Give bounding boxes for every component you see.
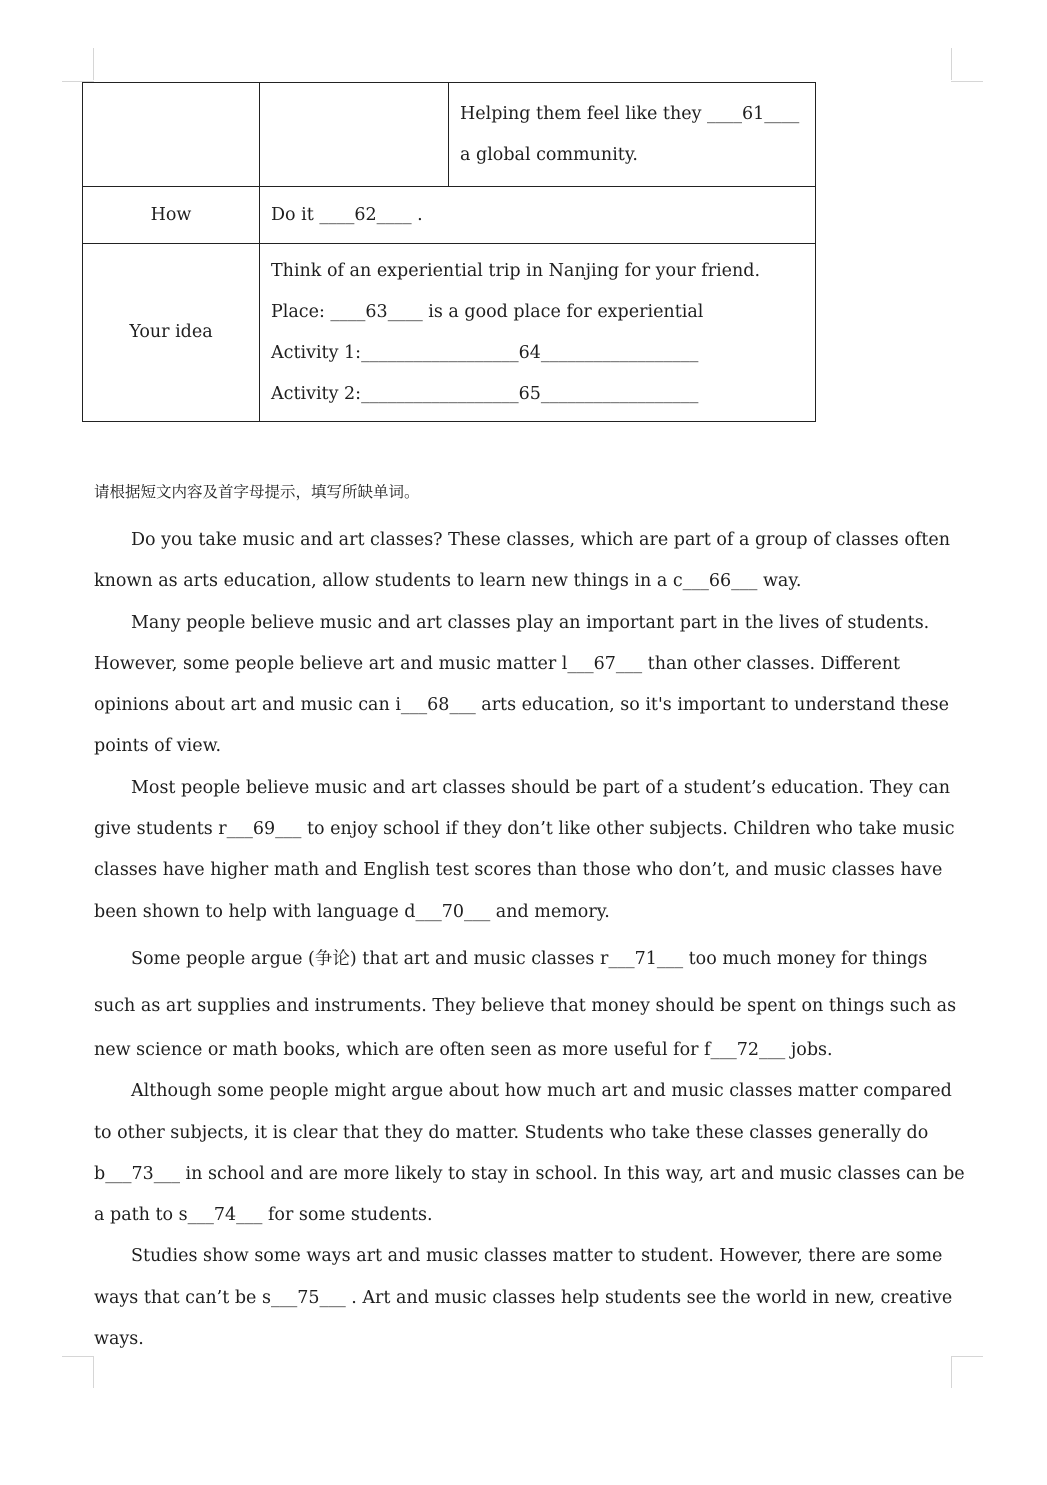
passage-line: a path to s___74___ for some students. xyxy=(94,1205,433,1226)
cell-line: Helping them feel like they ____61____ xyxy=(460,103,800,124)
cell-line: Place: ____63____ is a good place for experiential xyxy=(271,301,704,322)
passage-line: However, some people believe art and music matter l___67___ than other classes. Different xyxy=(94,653,901,674)
reading-passage xyxy=(94,520,964,1360)
passage-line: opinions about art and music can i___68___ arts education, so it's important to understand these xyxy=(94,695,950,716)
table-cell-benefit xyxy=(449,83,816,187)
table-row xyxy=(83,187,816,244)
cell-line: Think of an experiential trip in Nanjing for your friend. xyxy=(271,260,761,281)
instruction-text: 请根据短文内容及首字母提示，填写所缺单词。 xyxy=(94,483,420,501)
passage-line: Most people believe music and art classes should be part of a student’s education. They can xyxy=(131,777,950,798)
worksheet-table xyxy=(82,82,816,422)
passage-line: to other subjects, it is clear that they do matter. Students who take these classes generally do xyxy=(94,1122,929,1143)
passage-line: ways that can’t be s___75___ . Art and music classes help students see the world in new, creative xyxy=(94,1287,953,1308)
passage-line: Studies show some ways art and music classes matter to student. However, there are some xyxy=(131,1246,943,1267)
table-cell-empty xyxy=(260,83,449,187)
row-label-your-idea: Your idea xyxy=(83,244,260,422)
passage-line: classes have higher math and English test scores than those who don’t, and music classes have xyxy=(94,860,943,881)
passage-line: Do you take music and art classes? These classes, which are part of a group of classes often xyxy=(131,530,951,550)
passage-line: been shown to help with language d___70___ and memory. xyxy=(94,901,610,922)
table-row xyxy=(83,83,816,187)
table-cell-how: Do it ____62____ . xyxy=(260,187,816,244)
passage-line: ways. xyxy=(94,1329,144,1350)
passage-line: points of view. xyxy=(94,736,222,757)
passage-line: known as arts education, allow students to learn new things in a c___66___ way. xyxy=(94,571,802,592)
cell-line: a global community. xyxy=(460,144,638,165)
row-label-how: How xyxy=(83,187,260,244)
passage-line: b___73___ in school and are more likely to stay in school. In this way, art and music classes can be xyxy=(94,1163,965,1184)
table-cell-your-idea xyxy=(260,244,816,422)
table-row xyxy=(83,244,816,422)
passage-line: such as art supplies and instruments. They believe that money should be spent on things such as xyxy=(94,995,957,1016)
passage-line: Although some people might argue about how much art and music classes matter compared xyxy=(131,1081,952,1102)
passage-line: new science or math books, which are often seen as more useful for f___72___ jobs. xyxy=(94,1039,833,1060)
cell-line: Activity 1:__________________64__________________ xyxy=(271,342,699,363)
cell-line: Activity 2:__________________65__________________ xyxy=(271,383,699,404)
passage-line: Some people argue (争论) that art and music classes r___71___ too much money for things xyxy=(131,948,928,969)
passage-line: give students r___69___ to enjoy school if they don’t like other subjects. Children who take music xyxy=(94,819,955,840)
table-cell-empty xyxy=(83,83,260,187)
passage-line: Many people believe music and art classes play an important part in the lives of students. xyxy=(131,612,930,633)
